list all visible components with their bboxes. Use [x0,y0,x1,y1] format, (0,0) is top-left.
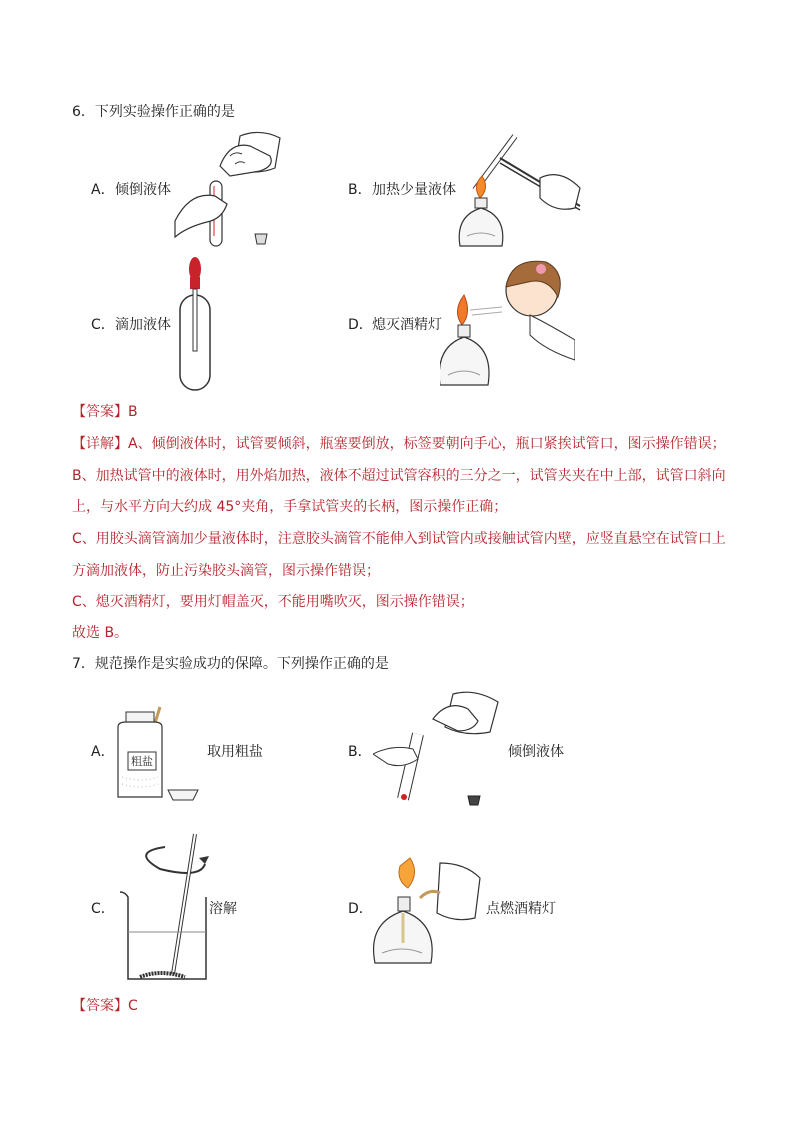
q6-detail-line-1 [72,435,726,453]
q6-answer [72,403,138,421]
q7-option-d-text: 点燃酒精灯 [486,901,556,917]
q6-b-heating-illustration [455,128,590,248]
q6-detail-line-7: 故选 B。 [72,625,129,641]
q7-option-a-text: 取用粗盐 [207,744,263,760]
q6-option-b-text: 加热少量液体 [372,182,456,198]
q7-option-d-letter: D． [348,901,373,917]
q7-option-b-letter: B． [348,744,372,760]
q6-detail-line-2: B、加热试管中的液体时，用外焰加热，液体不超过试管容积的三分之一，试管夹夹在中上部，试管口斜向 [72,468,726,484]
q7-option-c-letter: C． [91,901,115,917]
q6-d-blowing-illustration [440,255,575,390]
q6-option-c-letter: C． [91,317,115,333]
q7-b-pouring-illustration [373,684,508,809]
q6-option-c-text: 滴加液体 [115,317,171,333]
q6-a-pouring-illustration [170,126,290,251]
q6-option-a-letter: A． [91,182,115,198]
q6-option-a-text: 倾倒液体 [115,182,171,198]
q6-c-dropper-illustration [175,255,215,393]
q6-option-d-letter: D． [348,317,373,333]
q6-answer-value: B [128,404,138,420]
q6-stem: 6．下列实验操作正确的是 [72,104,235,120]
q6-detail-text-1: A、倾倒液体时，试管要倾斜，瓶塞要倒放，标签要朝向手心，瓶口紧挨试管口，图示操作错误； [128,436,726,452]
q6-answer-label: 【答案】 [72,404,128,420]
q6-option-d-text: 熄灭酒精灯 [372,317,442,333]
q7-a-jar-label: 粗盐 [131,755,153,768]
q6-detail-line-4: C、用胶头滴管滴加少量液体时，注意胶头滴管不能伸入到试管内或接触试管内壁，应竖直悬空在试管口上 [72,531,726,547]
q6-detail-line-3: 上，与水平方向大约成 45°夹角，手拿试管夹的长柄，图示操作正确； [72,499,508,515]
q7-c-stirring-illustration [115,832,215,984]
q6-detail-line-6: C、熄灭酒精灯，要用灯帽盖灭，不能用嘴吹灭，图示操作错误； [72,594,474,610]
q7-d-lighting-illustration [370,853,490,968]
q7-answer [72,997,138,1015]
q7-option-b-text: 倾倒液体 [508,744,564,760]
q6-detail-line-5: 方滴加液体，防止污染胶头滴管，图示操作错误； [72,563,380,579]
q6-option-b-letter: B． [348,182,372,198]
q7-option-a-letter: A． [91,744,115,760]
q7-answer-value: C [128,998,138,1014]
q7-a-salt-illustration [108,702,203,802]
q6-detail-label: 【详解】 [72,436,128,452]
q7-answer-label: 【答案】 [72,998,128,1014]
q7-option-c-text: 溶解 [209,901,237,917]
q7-stem: 7．规范操作是实验成功的保障。下列操作正确的是 [72,656,389,672]
